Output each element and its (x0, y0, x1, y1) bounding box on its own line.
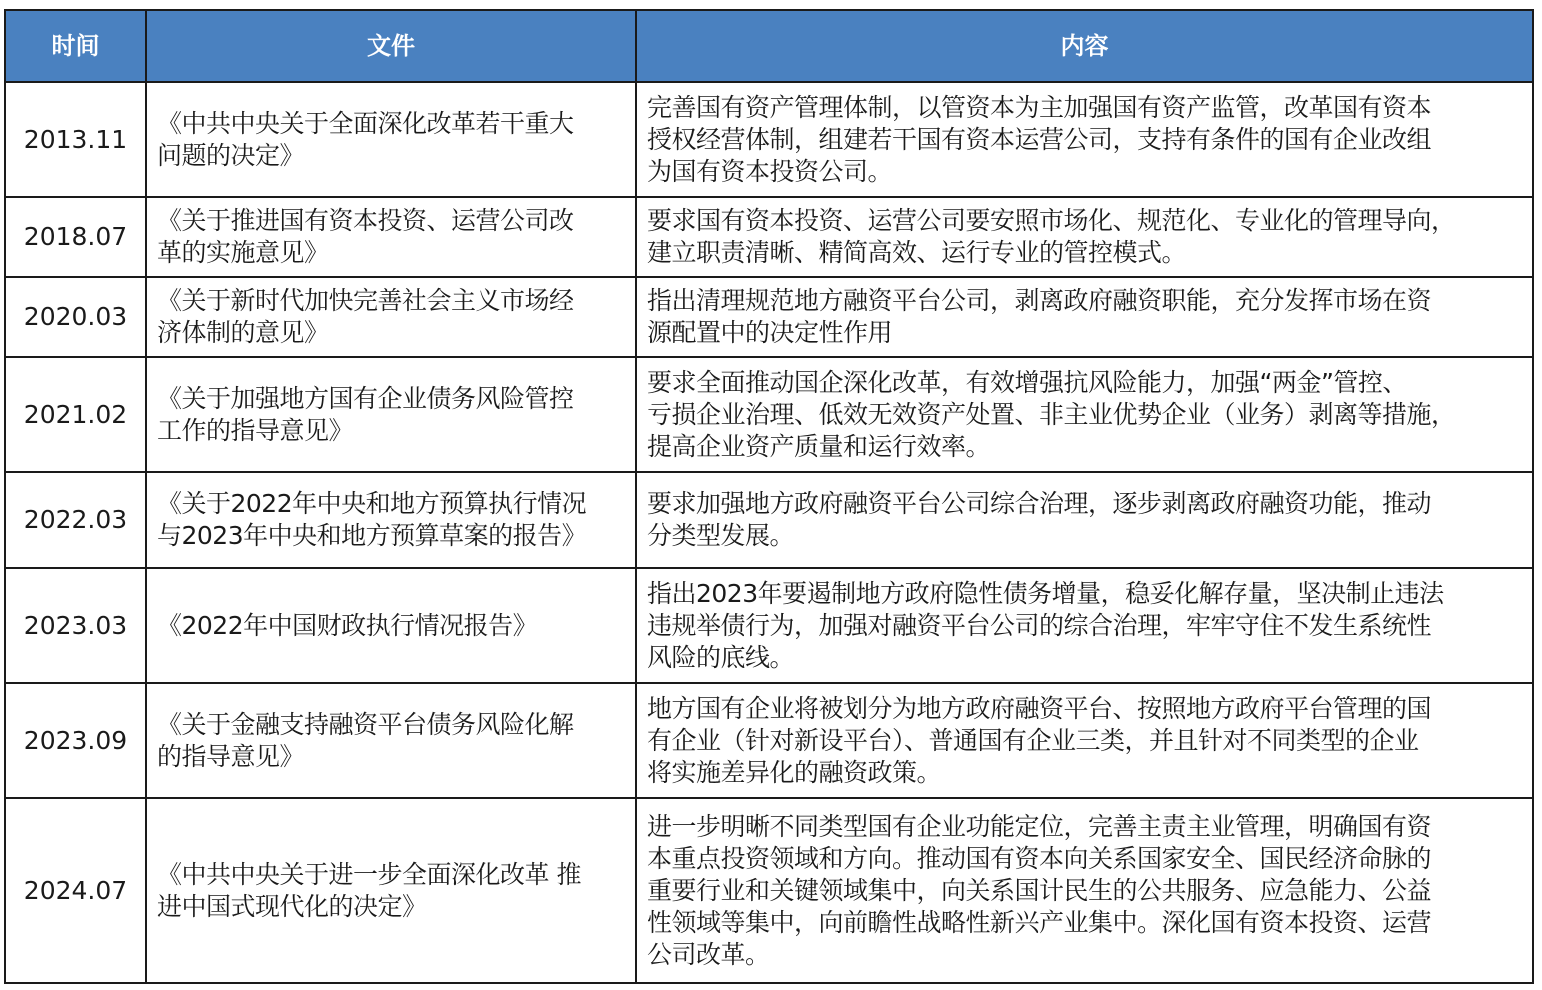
row-content (636, 197, 1533, 277)
text-line: 建立职责清晰、精简高效、运行专业的管控模式。 (647, 238, 1187, 267)
text-line: 亏损企业治理、低效无效资产处置、非主业优势企业（业务）剥离等措施， (647, 399, 1456, 429)
row-content (636, 798, 1533, 983)
text-line: 将实施差异化的融资政策。 (647, 757, 942, 787)
text-line: 违规举债行为，加强对融资平台公司的综合治理，牢牢守住不发生系统性 (647, 610, 1432, 640)
row-content (636, 683, 1533, 798)
text-line: 《关于金融支持融资平台债务风险化解 (157, 709, 574, 739)
row-date: 2023.03 (5, 568, 146, 683)
row-date: 2024.07 (5, 798, 146, 983)
header-time: 时间 (5, 10, 146, 82)
row-content (636, 357, 1533, 472)
text-line: 革的实施意见》 (157, 238, 329, 267)
text-line: 《关于新时代加快完善社会主义市场经 (157, 286, 574, 315)
table-row (5, 357, 1533, 472)
row-date: 2021.02 (5, 357, 146, 472)
text-line: 重要行业和关键领域集中，向关系国计民生的公共服务、应急能力、公益 (647, 875, 1432, 905)
row-date: 2022.03 (5, 472, 146, 568)
text-line: 《2022年中国财政执行情况报告》 (157, 610, 538, 640)
text-line: 提高企业资产质量和运行效率。 (647, 431, 991, 461)
row-document (146, 472, 636, 568)
text-line: 进中国式现代化的决定》 (157, 891, 427, 921)
table-row (5, 82, 1533, 197)
row-document (146, 568, 636, 683)
row-content (636, 277, 1533, 357)
header-content: 内容 (636, 10, 1533, 82)
row-document (146, 82, 636, 197)
text-line: 指出2023年要遏制地方政府隐性债务增量，稳妥化解存量，坚决制止违法 (647, 578, 1444, 608)
text-line: 工作的指导意见》 (157, 415, 354, 445)
text-line: 地方国有企业将被划分为地方政府融资平台、按照地方政府平台管理的国 (647, 693, 1432, 723)
text-line: 《关于加强地方国有企业债务风险管控 (157, 383, 574, 413)
text-line: 风险的底线。 (647, 642, 795, 672)
header-document: 文件 (146, 10, 636, 82)
header-row (5, 10, 1533, 82)
table-row (5, 277, 1533, 357)
text-line: 要求国有资本投资、运营公司要安照市场化、规范化、专业化的管理导向， (647, 206, 1456, 235)
policy-table (4, 9, 1534, 984)
row-content (636, 568, 1533, 683)
text-line: 的指导意见》 (157, 741, 305, 771)
text-line: 公司改革。 (647, 939, 770, 969)
table-row (5, 683, 1533, 798)
text-line: 与2023年中央和地方预算草案的报告》 (157, 521, 587, 550)
text-line: 分类型发展。 (647, 521, 795, 550)
row-content (636, 472, 1533, 568)
row-date: 2020.03 (5, 277, 146, 357)
text-line: 要求加强地方政府融资平台公司综合治理，逐步剥离政府融资功能，推动 (647, 489, 1432, 518)
text-line: 授权经营体制，组建若干国有资本运营公司，支持有条件的国有企业改组 (647, 124, 1432, 154)
row-content (636, 82, 1533, 197)
text-line: 性领域等集中，向前瞻性战略性新兴产业集中。深化国有资本投资、运营 (647, 907, 1432, 937)
row-document (146, 357, 636, 472)
table-row (5, 472, 1533, 568)
text-line: 本重点投资领域和方向。推动国有资本向关系国家安全、国民经济命脉的 (647, 843, 1432, 873)
text-line: 《关于推进国有资本投资、运营公司改 (157, 206, 574, 235)
text-line: 《中共中央关于全面深化改革若干重大 (157, 108, 574, 138)
text-line: 有企业（针对新设平台）、普通国有企业三类，并且针对不同类型的企业 (647, 725, 1419, 755)
text-line: 完善国有资产管理体制，以管资本为主加强国有资产监管，改革国有资本 (647, 92, 1432, 122)
table-row (5, 197, 1533, 277)
table-row (5, 568, 1533, 683)
row-document (146, 277, 636, 357)
text-line: 问题的决定》 (157, 140, 305, 170)
text-line: 为国有资本投资公司。 (647, 156, 893, 186)
text-line: 进一步明晰不同类型国有企业功能定位，完善主责主业管理，明确国有资 (647, 811, 1432, 841)
row-document (146, 798, 636, 983)
row-document (146, 197, 636, 277)
text-line: 源配置中的决定性作用 (647, 318, 893, 347)
text-line: 指出清理规范地方融资平台公司，剥离政府融资职能，充分发挥市场在资 (647, 286, 1432, 315)
text-line: 济体制的意见》 (157, 318, 329, 347)
text-line: 要求全面推动国企深化改革，有效增强抗风险能力，加强“两金”管控、 (647, 367, 1407, 397)
text-line: 《关于2022年中央和地方预算执行情况 (157, 489, 587, 518)
row-date: 2018.07 (5, 197, 146, 277)
row-date: 2023.09 (5, 683, 146, 798)
text-line: 《中共中央关于进一步全面深化改革 推 (157, 859, 581, 889)
row-date: 2013.11 (5, 82, 146, 197)
row-document (146, 683, 636, 798)
table-row (5, 798, 1533, 983)
